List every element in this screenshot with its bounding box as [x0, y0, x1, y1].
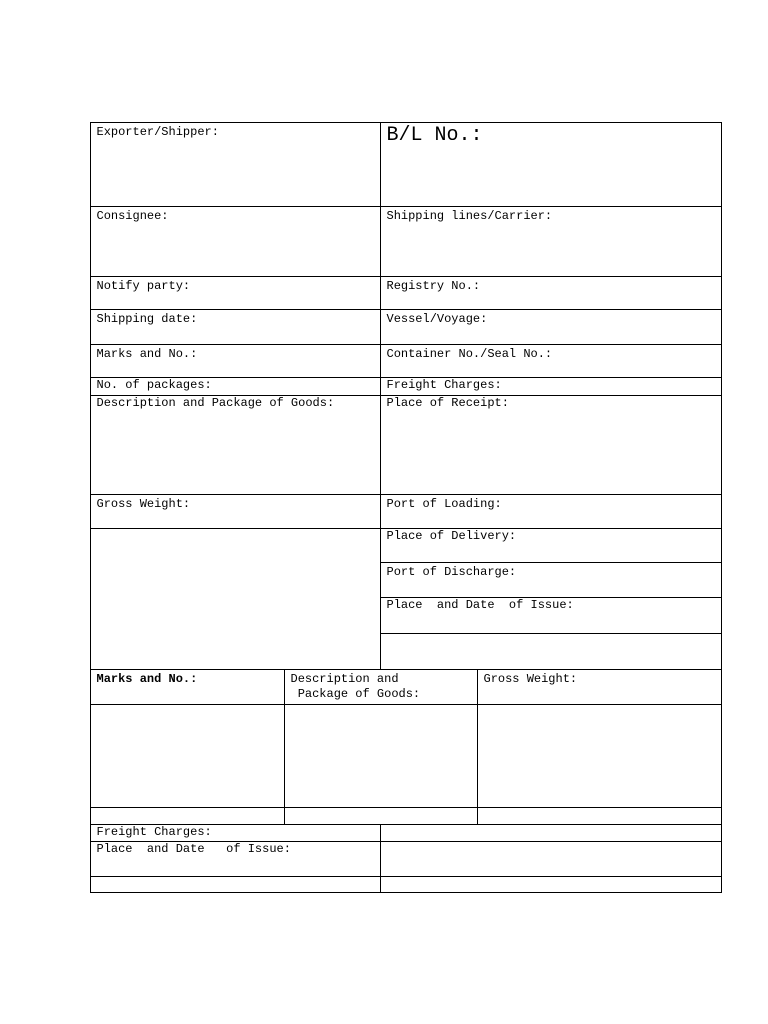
gross-weight-label: Gross Weight:: [96, 496, 191, 511]
goods-gross-weight-body[interactable]: [477, 704, 722, 808]
port-of-loading-label: Port of Loading:: [386, 496, 502, 511]
gross-weight-cell[interactable]: [90, 494, 381, 529]
registry-no-cell[interactable]: [380, 276, 722, 310]
place-of-delivery-cell[interactable]: [380, 528, 722, 563]
bottom-blank-right[interactable]: [380, 876, 722, 893]
bottom-place-date-issue-value[interactable]: [380, 841, 722, 877]
bottom-place-date-issue-cell[interactable]: [90, 841, 381, 877]
goods-gross-weight-footer[interactable]: [477, 807, 722, 825]
description-goods-label: Description and Package of Goods:: [96, 395, 335, 410]
freight-charges-label: Freight Charges:: [386, 377, 502, 392]
bottom-freight-charges-label: Freight Charges:: [96, 824, 212, 839]
goods-col-gross-weight-header: [477, 669, 722, 705]
shipping-lines-carrier-label: Shipping lines/Carrier:: [386, 208, 553, 223]
container-seal-no-label: Container No./Seal No.:: [386, 346, 553, 361]
place-of-receipt-cell[interactable]: [380, 395, 722, 495]
bottom-blank-left[interactable]: [90, 876, 381, 893]
notify-party-cell[interactable]: [90, 276, 381, 310]
description-goods-cell[interactable]: [90, 395, 381, 495]
goods-col-marks-label: Marks and No.:: [96, 671, 198, 686]
bottom-freight-charges-value[interactable]: [380, 824, 722, 842]
goods-marks-body[interactable]: [90, 704, 285, 808]
place-of-delivery-label: Place of Delivery:: [386, 528, 517, 543]
bl-no-label: B/L No.:: [386, 123, 483, 147]
registry-no-label: Registry No.:: [386, 278, 481, 293]
place-date-issue-label: Place and Date of Issue:: [386, 597, 574, 612]
goods-description-footer[interactable]: [284, 807, 478, 825]
marks-and-no-cell[interactable]: [90, 344, 381, 378]
goods-marks-footer[interactable]: [90, 807, 285, 825]
goods-col-description-label: Description and Package of Goods:: [290, 671, 421, 701]
blank-right-cell[interactable]: [380, 633, 722, 670]
goods-col-gross-weight-label: Gross Weight:: [483, 671, 578, 686]
bill-of-lading-form: [90, 122, 722, 893]
goods-col-marks-header: [90, 669, 285, 705]
consignee-cell[interactable]: [90, 206, 381, 277]
bottom-freight-charges-cell[interactable]: [90, 824, 381, 842]
goods-col-description-header: [284, 669, 478, 705]
port-of-discharge-label: Port of Discharge:: [386, 564, 517, 579]
bottom-place-date-issue-label: Place and Date of Issue:: [96, 841, 291, 856]
shipping-date-cell[interactable]: [90, 309, 381, 345]
consignee-label: Consignee:: [96, 208, 169, 223]
blank-left-cell[interactable]: [90, 528, 381, 670]
no-of-packages-cell[interactable]: [90, 377, 381, 396]
vessel-voyage-label: Vessel/Voyage:: [386, 311, 488, 326]
shipping-date-label: Shipping date:: [96, 311, 198, 326]
port-of-loading-cell[interactable]: [380, 494, 722, 529]
place-date-issue-cell[interactable]: [380, 597, 722, 634]
exporter-shipper-label: Exporter/Shipper:: [96, 124, 219, 139]
marks-and-no-label: Marks and No.:: [96, 346, 198, 361]
bl-no-cell[interactable]: [380, 122, 722, 207]
no-of-packages-label: No. of packages:: [96, 377, 212, 392]
notify-party-label: Notify party:: [96, 278, 191, 293]
place-of-receipt-label: Place of Receipt:: [386, 395, 509, 410]
freight-charges-cell[interactable]: [380, 377, 722, 396]
vessel-voyage-cell[interactable]: [380, 309, 722, 345]
container-seal-no-cell[interactable]: [380, 344, 722, 378]
shipping-lines-carrier-cell[interactable]: [380, 206, 722, 277]
exporter-shipper-cell[interactable]: [90, 122, 381, 207]
goods-description-body[interactable]: [284, 704, 478, 808]
port-of-discharge-cell[interactable]: [380, 562, 722, 598]
